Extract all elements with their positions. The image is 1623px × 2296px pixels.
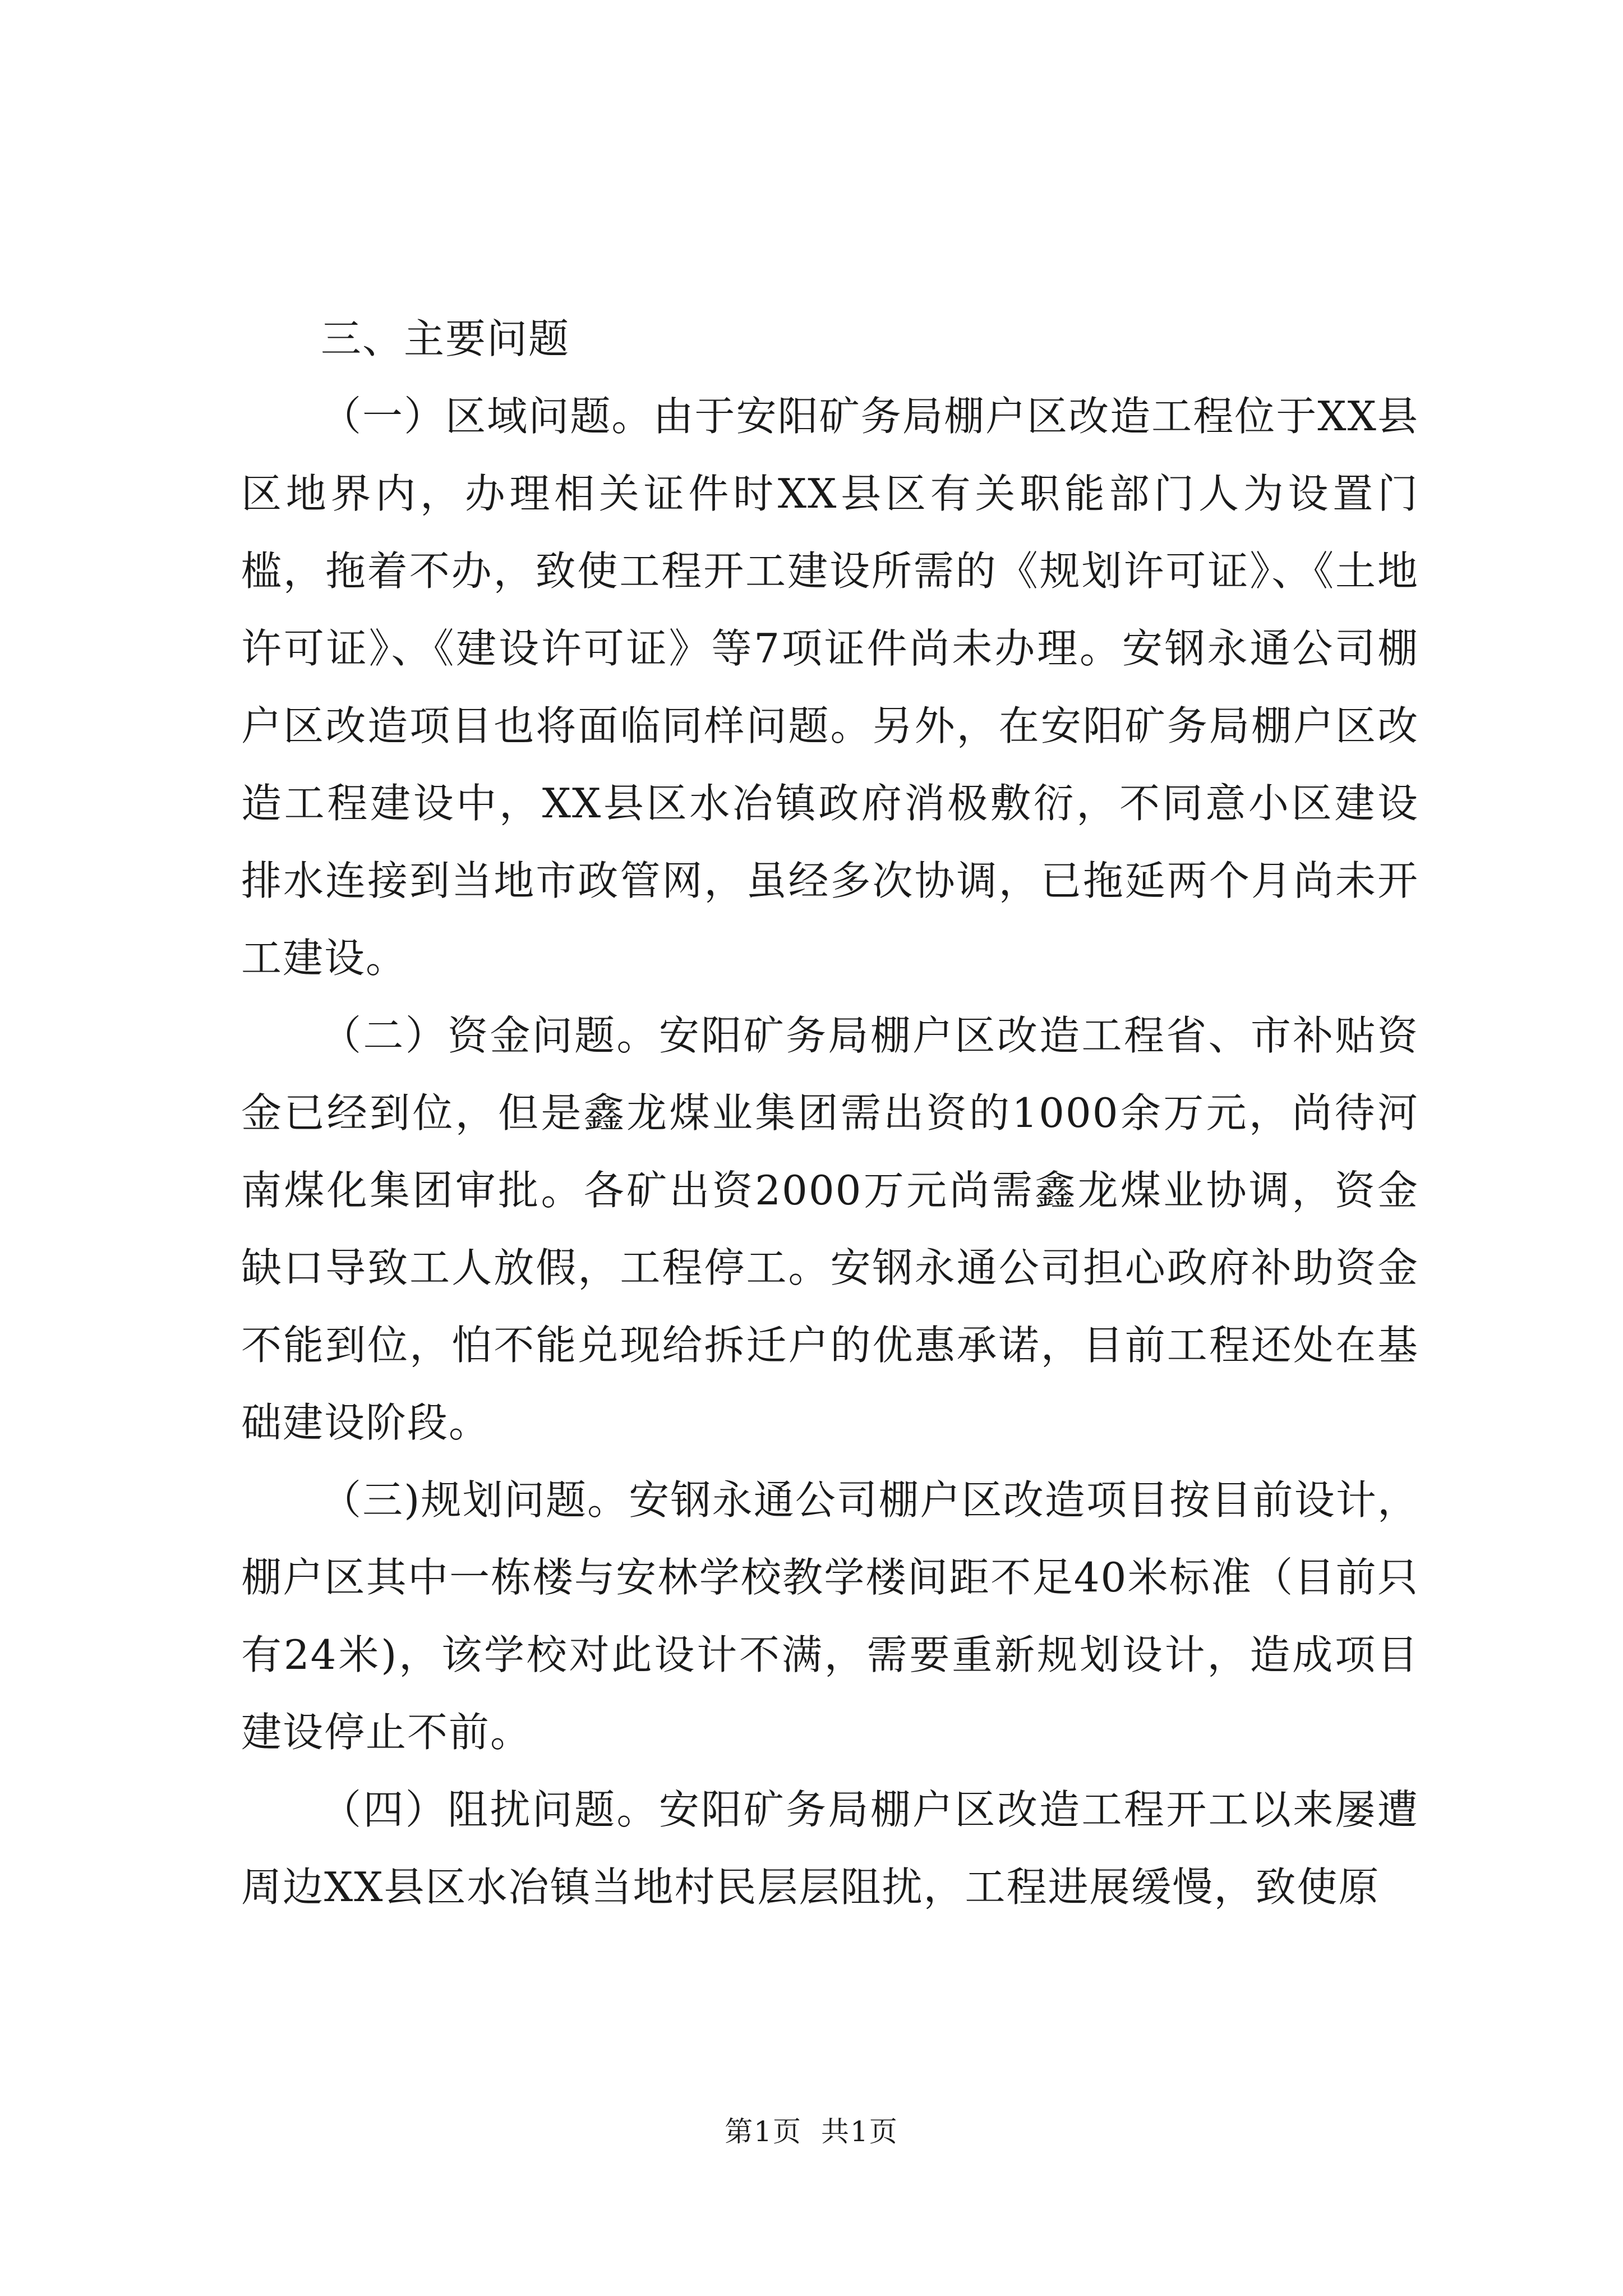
paragraph-regional-issue: （一）区域问题。由于安阳矿务局棚户区改造工程位于XX县区地界内，办理相关证件时XX县区有关职能部门人为设置门槛，拖着不办，致使工程开工建设所需的《规划许可证》、《土地许可证》、《建设许可证》等7项证件尚未办理。安钢永通公司棚户区改造项目也将面临同样问题。另外，在安阳矿务局棚户区改造工程建设中，XX县区水冶镇政府消极敷衍，不同意小区建设排水连接到当地市政管网，虽经多次协调，已拖延两个月尚未开工建设。 — [241, 393, 1419, 982]
document-body — [241, 300, 1419, 1926]
paragraph-funding-issue: （二）资金问题。安阳矿务局棚户区改造工程省、市补贴资金已经到位，但是鑫龙煤业集团需出资的1000余万元，尚待河南煤化集团审批。各矿出资2000万元尚需鑫龙煤业协调，资金缺口导致工人放假，工程停工。安钢永通公司担心政府补助资金不能到位，怕不能兑现给拆迁户的优惠承诺，目前工程还处在基础建设阶段。 — [241, 1012, 1419, 1446]
section-heading: 三、主要问题 — [321, 315, 570, 362]
page-footer — [0, 2115, 1623, 2148]
page-number-total: 共1页 — [821, 2115, 898, 2148]
page-number-current: 第1页 — [725, 2115, 802, 2148]
paragraph-planning-issue: （三)规划问题。安钢永通公司棚户区改造项目按目前设计，棚户区其中一栋楼与安林学校教学楼间距不足40米标准（目前只有24米)，该学校对此设计不满，需要重新规划设计，造成项目建设停止不前。 — [241, 1476, 1419, 1756]
paragraph-obstruction-issue: （四）阻扰问题。安阳矿务局棚户区改造工程开工以来屡遭周边XX县区水冶镇当地村民层层阻扰，工程进展缓慢，致使原 — [241, 1786, 1419, 1911]
